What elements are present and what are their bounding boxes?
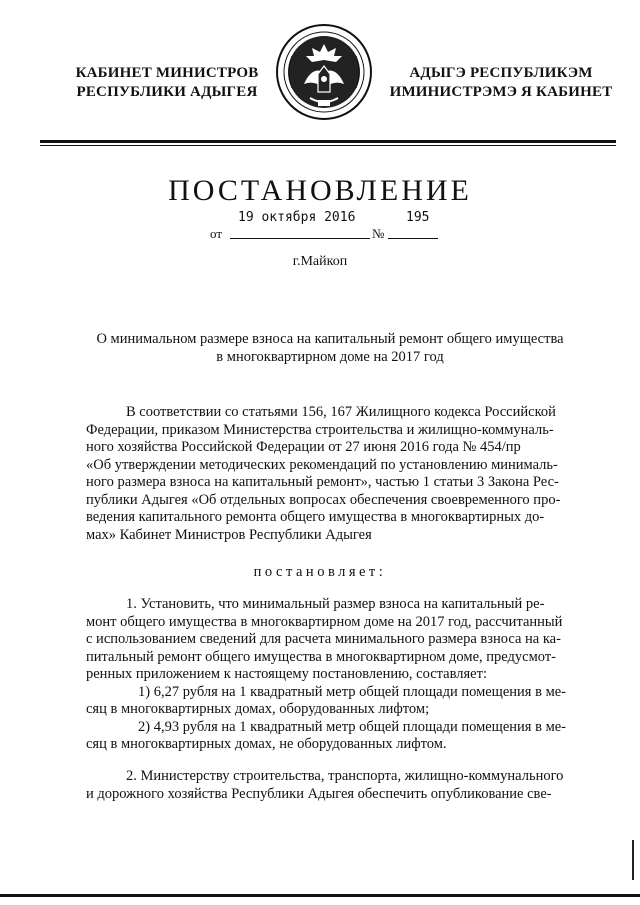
text-line: 2) 4,93 рубля на 1 квадратный метр общей площади помещения в ме-	[138, 718, 567, 735]
city-name: г.Майкоп	[292, 254, 348, 269]
text-line: ного хозяйства Российской Федерации от 27 июня 2016 года № 454/пр	[86, 439, 521, 455]
header-right-line1: АДЫГЭ РЕСПУБЛИКЭМ	[409, 65, 593, 81]
text-line: ренных приложением к настоящему постановлению, составляет:	[86, 666, 487, 682]
header-right-ady	[388, 64, 614, 102]
header-divider-thick	[40, 140, 616, 143]
header-right-line2: ИМИНИСТРЭМЭ Я КАБИНЕТ	[389, 84, 613, 100]
date-number-line	[210, 210, 450, 240]
text-line: Федерации, приказом Министерства строительства и жилищно-коммуналь-	[86, 421, 554, 438]
text-line: сяц в многоквартирных домах, оборудованных лифтом;	[86, 701, 430, 717]
scan-bottom-edge	[0, 894, 640, 897]
text-line: сяц в многоквартирных домах, не оборудованных лифтом.	[86, 736, 447, 752]
text-line: публики Адыгея «Об отдельных вопросах обеспечения своевременного про-	[86, 491, 561, 508]
text-line: с использованием сведений для расчета минимального размера взноса на ка-	[86, 631, 561, 647]
header-left-line2: РЕСПУБЛИКИ АДЫГЕЯ	[76, 84, 258, 100]
text-line: мах» Кабинет Министров Республики Адыгея	[86, 526, 372, 543]
text-line: ного размера взноса на капитальный ремонт», частью 1 статьи 3 Закона Рес-	[86, 474, 559, 490]
item1-paragraph	[86, 596, 580, 754]
number-prefix: №	[372, 226, 385, 241]
text-line: 1. Установить, что минимальный размер взноса на капитальный ре-	[126, 596, 545, 612]
text-line: и дорожного хозяйства Республики Адыгея обеспечить опубликование све-	[86, 785, 552, 802]
document-subject	[80, 330, 580, 366]
number-underline	[388, 238, 438, 239]
item2-paragraph	[86, 768, 580, 803]
text-line: ведения капитального ремонта общего имущества в многоквартирных до-	[86, 509, 545, 525]
document-number: 195	[406, 210, 430, 225]
header-left-ru	[72, 64, 262, 102]
date-underline	[230, 238, 370, 239]
header-divider-thin	[40, 145, 616, 146]
document-date: 19 октября 2016	[238, 210, 356, 225]
text-line: 1) 6,27 рубля на 1 квадратный метр общей площади помещения в ме-	[138, 683, 567, 700]
text-line: «Об утверждении методических рекомендаций по установлению минималь-	[86, 456, 558, 473]
text-line: монт общего имущества в многоквартирном доме на 2017 год, рассчитанный	[86, 613, 563, 630]
text-line: 2. Министерству строительства, транспорта, жилищно-коммунального	[126, 768, 564, 784]
document-title: ПОСТАНОВЛЕНИЕ	[168, 174, 472, 207]
subject-line: в многоквартирном доме на 2017 год	[216, 349, 444, 365]
decree-word: постановляет:	[253, 564, 387, 580]
subject-line: О минимальном размере взноса на капитальный ремонт общего имущества	[96, 331, 564, 347]
text-line: В соответствии со статьями 156, 167 Жилищного кодекса Российской	[126, 404, 556, 420]
date-prefix: от	[210, 226, 223, 241]
preamble-paragraph	[86, 404, 580, 544]
republic-adygea-coat-of-arms-icon	[274, 22, 374, 122]
scan-edge-mark	[632, 840, 634, 880]
header-left-line1: КАБИНЕТ МИНИСТРОВ	[75, 65, 259, 81]
text-line: питальный ремонт общего имущества в многоквартирном доме, предусмот-	[86, 648, 556, 665]
